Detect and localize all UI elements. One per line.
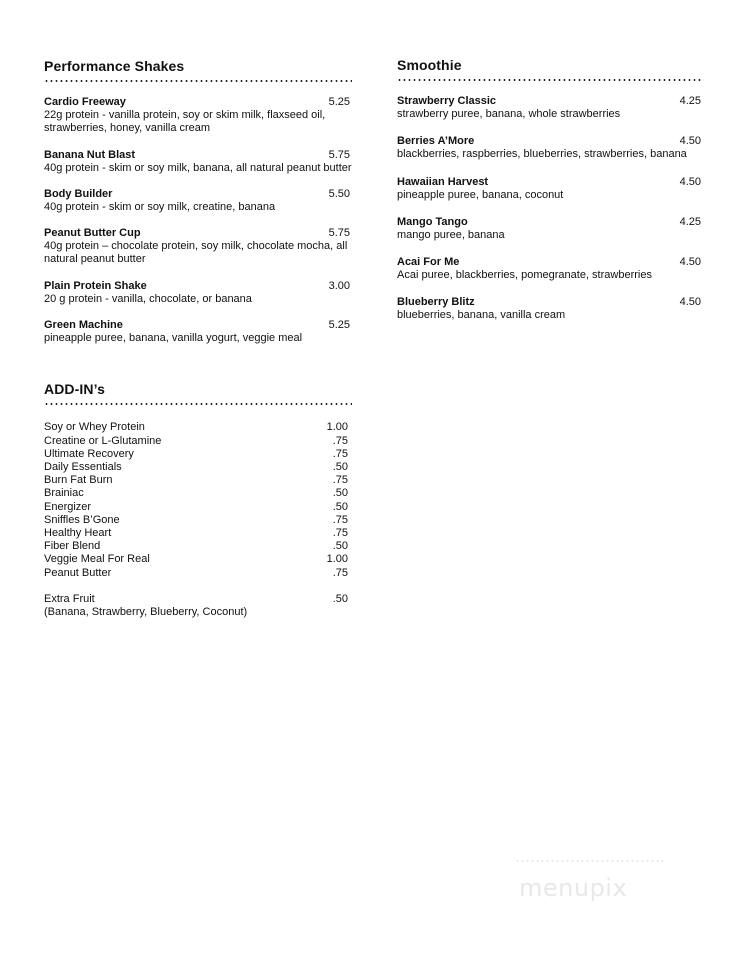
item-price: 4.25 xyxy=(679,95,701,107)
add-in-row xyxy=(44,567,352,580)
menu-item xyxy=(397,256,703,282)
add-in-price: .50 xyxy=(332,460,348,473)
item-description: blackberries, raspberries, blueberries, strawberries, banana xyxy=(397,148,687,161)
add-in-name: Energizer xyxy=(44,500,92,513)
item-description: Acai puree, blackberries, pomegranate, strawberries xyxy=(397,269,652,282)
item-price: 5.75 xyxy=(328,227,350,240)
menu-item xyxy=(44,227,352,267)
menupix-watermark xyxy=(515,860,665,910)
add-in-name: Fiber Blend xyxy=(44,540,101,553)
add-in-price: .75 xyxy=(332,434,348,447)
item-name: Plain Protein Shake xyxy=(44,279,147,292)
add-in-price: .75 xyxy=(332,566,348,579)
add-in-price: .75 xyxy=(332,513,348,526)
add-in-row xyxy=(44,474,352,487)
item-description: pineapple puree, banana, vanilla yogurt, veggie meal xyxy=(44,332,303,345)
add-in-row xyxy=(44,527,352,540)
item-description: pineapple puree, banana, coconut xyxy=(397,188,564,201)
add-in-row xyxy=(44,540,352,553)
dotted-divider xyxy=(397,79,703,81)
section-title: Smoothie xyxy=(397,57,462,73)
add-in-name: Daily Essentials xyxy=(44,460,122,473)
item-name: Body Builder xyxy=(44,187,113,200)
menu-item xyxy=(44,319,352,345)
item-description: 20 g protein - vanilla, chocolate, or banana xyxy=(44,292,252,305)
watermark-text: menupix xyxy=(519,874,628,902)
item-name: Green Machine xyxy=(44,319,123,332)
dotted-divider xyxy=(44,403,352,405)
menu-item-list xyxy=(397,95,703,323)
item-description: 40g protein - skim or soy milk, creatine, banana xyxy=(44,200,276,213)
item-name: Acai For Me xyxy=(397,256,460,269)
item-description: 40g protein - skim or soy milk, banana, all natural peanut butter xyxy=(44,161,352,174)
item-name: Berries A’More xyxy=(397,135,475,148)
item-description: strawberry puree, banana, whole strawberries xyxy=(397,108,621,120)
item-description: mango puree, banana xyxy=(397,228,505,241)
item-price: 5.75 xyxy=(328,148,350,161)
add-in-price: 1.00 xyxy=(326,553,348,566)
dotted-divider xyxy=(44,80,352,82)
item-name: Hawaiian Harvest xyxy=(397,175,489,188)
menu-item-list xyxy=(44,96,352,345)
menu-item xyxy=(44,188,352,214)
add-in-row xyxy=(44,461,352,474)
add-in-name: Extra Fruit xyxy=(44,592,95,605)
add-in-name: Ultimate Recovery xyxy=(44,447,134,460)
item-name: Banana Nut Blast xyxy=(44,148,136,161)
menu-item xyxy=(44,149,352,175)
add-in-name: Soy or Whey Protein xyxy=(44,421,145,434)
extra-fruit-options: (Banana, Strawberry, Blueberry, Coconut) xyxy=(44,606,248,619)
add-in-price: .75 xyxy=(332,527,348,539)
item-price: 5.50 xyxy=(328,187,350,200)
item-name: Strawberry Classic xyxy=(397,95,497,107)
item-price: 4.50 xyxy=(679,296,701,309)
add-in-price: .75 xyxy=(332,474,348,487)
add-in-price: 1.00 xyxy=(326,421,348,434)
item-name: Blueberry Blitz xyxy=(397,296,475,309)
item-name: Peanut Butter Cup xyxy=(44,227,141,240)
menu-item xyxy=(44,96,352,136)
add-in-row xyxy=(44,593,352,606)
add-in-name: Brainiac xyxy=(44,487,84,500)
menu-item xyxy=(397,296,703,322)
menu-item xyxy=(397,176,703,202)
item-name: Cardio Freeway xyxy=(44,96,126,108)
add-in-name: Creatine or L-Glutamine xyxy=(44,434,162,447)
item-price: 4.50 xyxy=(679,256,701,269)
item-price: 3.00 xyxy=(328,279,350,292)
add-in-row xyxy=(44,487,352,500)
add-in-row xyxy=(44,421,352,434)
add-in-name: Peanut Butter xyxy=(44,566,112,579)
smoothie-section xyxy=(397,57,703,323)
add-in-name: Burn Fat Burn xyxy=(44,474,113,487)
menu-item xyxy=(44,280,352,306)
item-price: 5.25 xyxy=(328,96,350,108)
add-in-name: Veggie Meal For Real xyxy=(44,553,150,566)
watermark-dots xyxy=(515,860,665,862)
add-in-row xyxy=(44,448,352,461)
add-in-row xyxy=(44,501,352,514)
add-in-price: .50 xyxy=(332,592,348,605)
right-column xyxy=(397,57,703,337)
item-price: 4.50 xyxy=(679,175,701,188)
add-ins-section xyxy=(44,381,352,619)
section-title: Performance Shakes xyxy=(44,58,185,74)
add-in-name: Healthy Heart xyxy=(44,527,112,539)
section-title: ADD-IN’s xyxy=(44,381,105,398)
item-description: 22g protein - vanilla protein, soy or skim milk, flaxseed oil, strawberries, honey, vanilla cream xyxy=(44,109,326,135)
menu-item xyxy=(397,216,703,242)
left-column xyxy=(44,58,352,619)
add-in-price: .50 xyxy=(332,500,348,513)
add-in-price: .50 xyxy=(332,540,348,553)
add-in-price: .50 xyxy=(332,487,348,500)
item-price: 4.25 xyxy=(679,215,701,228)
item-price: 4.50 xyxy=(679,135,701,148)
add-in-price: .75 xyxy=(332,447,348,460)
add-in-row xyxy=(44,553,352,566)
item-description: 40g protein – chocolate protein, soy milk, chocolate mocha, all natural peanut butter xyxy=(44,240,348,266)
item-name: Mango Tango xyxy=(397,215,468,228)
add-in-name: Sniffles B’Gone xyxy=(44,513,120,526)
menu-item xyxy=(397,95,703,121)
add-in-row xyxy=(44,435,352,448)
menu-item xyxy=(397,135,703,161)
item-description: blueberries, banana, vanilla cream xyxy=(397,309,566,322)
performance-shakes-section xyxy=(44,58,352,345)
item-price: 5.25 xyxy=(328,319,350,332)
add-in-row xyxy=(44,514,352,527)
extra-fruit xyxy=(44,593,352,619)
add-in-list xyxy=(44,421,352,619)
